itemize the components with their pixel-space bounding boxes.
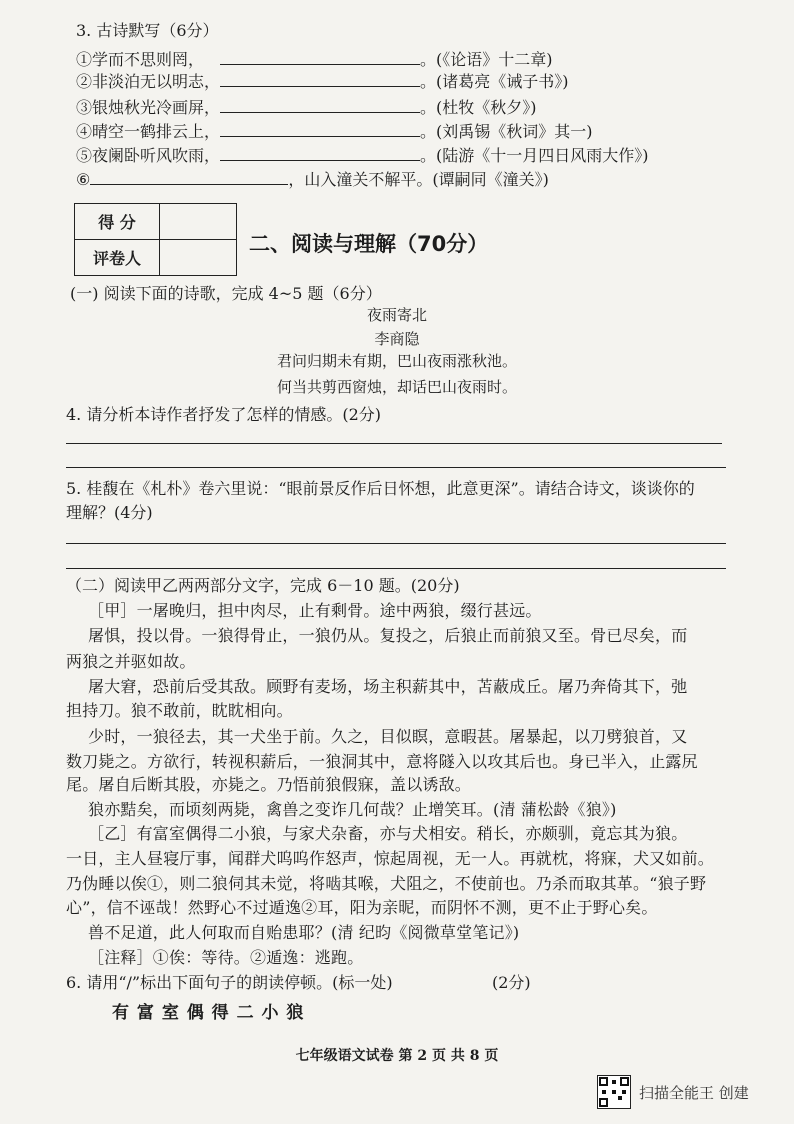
poem-title: 夜雨寄北 — [366, 306, 427, 324]
q5-line-2: 理解？(4分) — [66, 503, 153, 522]
score-cell[interactable] — [160, 204, 237, 240]
answer-blank-3[interactable] — [220, 96, 420, 113]
poem-author: 李商隐 — [374, 330, 420, 348]
q3-item-2-right: 。(诸葛亮《诫子书》) — [420, 72, 569, 91]
answer-blank-2[interactable] — [220, 70, 420, 87]
q4-text: 4. 请分析本诗作者抒发了怎样的情感。(2分) — [66, 405, 382, 424]
q3-item-1-right: 。(《论语》十二章) — [420, 50, 553, 69]
qr-code-icon — [597, 1075, 631, 1109]
q6-points: (2分) — [492, 973, 531, 992]
q5-line-1: 5. 桂馥在《札朴》卷六里说：“眼前景反作后日怀想，此意更深”。请结合诗文，谈谈你的 — [66, 479, 695, 498]
passage-line: 担持刀。狼不敢前，眈眈相向。 — [66, 701, 293, 720]
q3-item-5 — [76, 144, 649, 167]
answer-line-q5-2[interactable] — [66, 568, 726, 569]
q3-item-3 — [76, 96, 537, 119]
q3-item-1-left: ①学而不思则罔， — [76, 50, 205, 69]
passage-line: 屠惧，投以骨。一狼得骨止，一狼仍从。复投之，后狼止而前狼又至。骨已尽矣，而 — [88, 626, 688, 645]
passage-line: 狼亦黠矣，而顷刻两毙，禽兽之变诈几何哉？止增笑耳。(清 蒲松龄《狼》) — [88, 800, 617, 819]
answer-line-q5-1[interactable] — [66, 543, 726, 544]
answer-blank-5[interactable] — [220, 144, 420, 161]
passage-line: 屠大窘，恐前后受其敌。顾野有麦场，场主积薪其中，苫蔽成丘。屠乃奔倚其下，弛 — [88, 677, 688, 696]
q3-item-5-right: 。(陆游《十一月四日风雨大作》) — [420, 146, 649, 165]
answer-line-q4-2[interactable] — [66, 467, 726, 468]
q3-item-3-left: ③银烛秋光冷画屏， — [76, 98, 221, 117]
q3-heading: 3. 古诗默写（6分） — [76, 21, 219, 40]
q3-item-4-right: 。(刘禹锡《秋词》其一) — [420, 122, 593, 141]
page-footer: 七年级语文试卷 第 2 页 共 8 页 — [295, 1048, 499, 1064]
grader-cell[interactable] — [160, 240, 237, 276]
passage-line: 兽不足道，此人何取而自贻患耶？(清 纪昀《阅微草堂笔记》) — [88, 923, 520, 942]
passage-line: 两狼之并驱如故。 — [66, 652, 196, 671]
q3-item-1 — [76, 48, 553, 71]
q3-item-6-num: ⑥ — [76, 170, 91, 189]
answer-blank-1[interactable] — [220, 48, 420, 65]
passage-line: 一日，主人昼寝厅事，闻群犬呜呜作怒声，惊起周视，无一人。再就枕，将寐，犬又如前。 — [66, 849, 715, 868]
answer-line-q4-1[interactable] — [66, 443, 722, 444]
passage-line: 数刀毙之。方欲行，转视积薪后，一狼洞其中，意将隧入以攻其后也。身已半入，止露尻 — [66, 752, 698, 771]
q6-text: 6. 请用“/”标出下面句子的朗读停顿。(标一处) — [66, 973, 393, 992]
grader-label: 评卷人 — [75, 240, 160, 276]
scanner-label: 扫描全能王 创建 — [639, 1083, 749, 1102]
passage-line: 乃伪睡以俟①，则二狼伺其未觉，将啮其喉，犬阻之，不使前也。乃杀而取其革。“狼子野 — [66, 874, 707, 893]
answer-blank-4[interactable] — [220, 120, 420, 137]
q3-item-6 — [76, 168, 549, 191]
score-label: 得 分 — [75, 204, 160, 240]
passage-line: ［乙］有富室偶得二小狼，与家犬杂畜，亦与犬相安。稍长，亦颇驯，竟忘其为狼。 — [88, 824, 688, 843]
section-title: 二、阅读与理解（70分） — [249, 232, 489, 256]
passage-line: 心”，信不诬哉！然野心不过遁逸②耳，阳为亲昵，而阴怀不测，更不止于野心矣。 — [66, 898, 658, 917]
q3-item-3-right: 。(杜牧《秋夕》) — [420, 98, 537, 117]
q6-sentence: 有 富 室 偶 得 二 小 狼 — [112, 1003, 305, 1023]
annotation-line: ［注释］①俟：等待。②遁逸：逃跑。 — [88, 948, 364, 967]
score-box — [74, 203, 237, 276]
q3-item-2-left: ②非淡泊无以明志， — [76, 72, 221, 91]
scanner-watermark — [597, 1075, 749, 1109]
passage-line: ［甲］一屠晚归，担中肉尽，止有剩骨。途中两狼，缀行甚远。 — [88, 601, 542, 620]
poem-line-2: 何当共剪西窗烛，却话巴山夜雨时。 — [276, 378, 517, 396]
passage-line: 尾。屠自后断其股，亦毙之。乃悟前狼假寐，盖以诱敌。 — [66, 775, 472, 794]
q3-item-6-right: ，山入潼关不解平。(谭嗣同《潼关》) — [288, 170, 549, 189]
q3-item-4 — [76, 120, 593, 143]
part2-intro: （二）阅读甲乙两两部分文字，完成 6－10 题。(20分) — [66, 576, 460, 595]
passage-line: 少时，一狼径去，其一犬坐于前。久之，目似瞑，意暇甚。屠暴起，以刀劈狼首，又 — [88, 727, 688, 746]
q3-item-5-left: ⑤夜阑卧听风吹雨， — [76, 146, 221, 165]
part1-intro: (一) 阅读下面的诗歌，完成 4~5 题（6分） — [70, 284, 382, 303]
q3-item-2 — [76, 70, 569, 93]
answer-blank-6[interactable] — [90, 168, 288, 185]
poem-line-1: 君问归期未有期，巴山夜雨涨秋池。 — [276, 352, 517, 370]
q3-item-4-left: ④晴空一鹤排云上， — [76, 122, 221, 141]
